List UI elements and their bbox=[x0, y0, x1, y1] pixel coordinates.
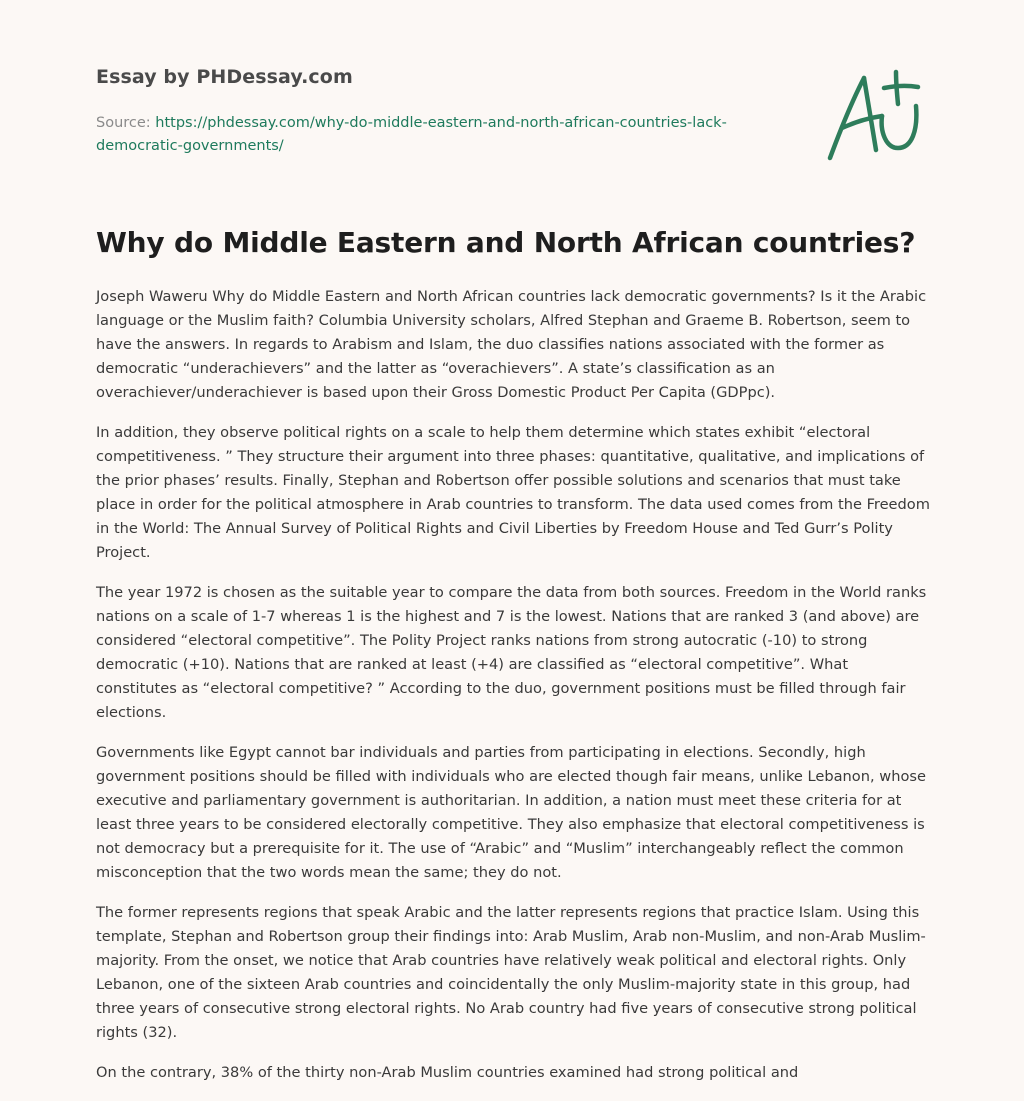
paragraph: Governments like Egypt cannot bar individuals and parties from participating in elections. Secondly, high government positions should be filled with individuals who are elected though fair means, unlike Lebanon, whose executive and parliamentary government is authoritarian. In addition, a nation must meet these criteria for at least three years to be considered electorally competitive. They also emphasize that electoral competitiveness is not democracy but a prerequisite for it. The use of “Arabic” and “Muslim” interchangeably reflect the common misconception that the two words mean the same; they do not. bbox=[96, 744, 926, 881]
paragraph: The former represents regions that speak Arabic and the latter represents regions that practice Islam. Using this template, Stephan and Robertson group their findings into: Arab Muslim, Arab non-Muslim, and non-Arab Muslim-majority. From the onset, we notice that Arab countries have relatively weak political and electoral rights. Only Lebanon, one of the sixteen Arab countries and coincidentally the only Muslim-majority state in this group, had three years of consecutive strong electoral rights. No Arab country had five years of consecutive strong political rights (32). bbox=[96, 904, 926, 1041]
paragraph: The year 1972 is chosen as the suitable year to compare the data from both sources. Freedom in the World ranks nations on a scale of 1-7 whereas 1 is the highest and 7 is the lowest. Nations that are ranked 3 (and above) are considered “electoral competitive”. The Polity Project ranks nations from strong autocratic (-10) to strong democratic (+10). Nations that are ranked at least (+4) are classified as “electoral competitive”. What constitutes as “electoral competitive? ” According to the duo, government positions must be filled through fair elections. bbox=[96, 584, 927, 721]
paragraph: In addition, they observe political rights on a scale to help them determine which states exhibit “electoral competitiveness. ” They structure their argument into three phases: quantitative, qualitative, and implications of the prior phases’ results. Finally, Stephan and Robertson offer possible solutions and scenarios that must take place in order for the political atmosphere in Arab countries to transform. The data used comes from the Freedom in the World: The Annual Survey of Political Rights and Civil Liberties by Freedom House and Ted Gurr’s Polity Project. bbox=[96, 424, 930, 561]
site-brand: Essay by PHDessay.com bbox=[96, 66, 353, 88]
source-link[interactable]: https://phdessay.com/why-do-middle-eastern-and-north-african-countries-lack-democratic-governments/ bbox=[96, 115, 727, 154]
paragraph: Joseph Waweru Why do Middle Eastern and North African countries lack democratic governments? Is it the Arabic language or the Muslim faith? Columbia University scholars, Alfred Stephan and Graeme B. Robertson, seem to have the answers. In regards to Arabism and Islam, the duo classifies nations associated with the former as democratic “underachievers” and the latter as “overachievers”. A state’s classification as an overachiever/underachiever is based upon their Gross Domestic Product Per Capita (GDPpc). bbox=[96, 288, 927, 401]
article-body bbox=[96, 285, 932, 1101]
source-label: Source: bbox=[96, 115, 151, 131]
a-plus-grade-icon bbox=[820, 66, 930, 166]
source-line bbox=[96, 112, 796, 158]
article-title: Why do Middle Eastern and North African countries? bbox=[96, 226, 916, 259]
paragraph: On the contrary, 38% of the thirty non-Arab Muslim countries examined had strong political and bbox=[96, 1064, 799, 1081]
